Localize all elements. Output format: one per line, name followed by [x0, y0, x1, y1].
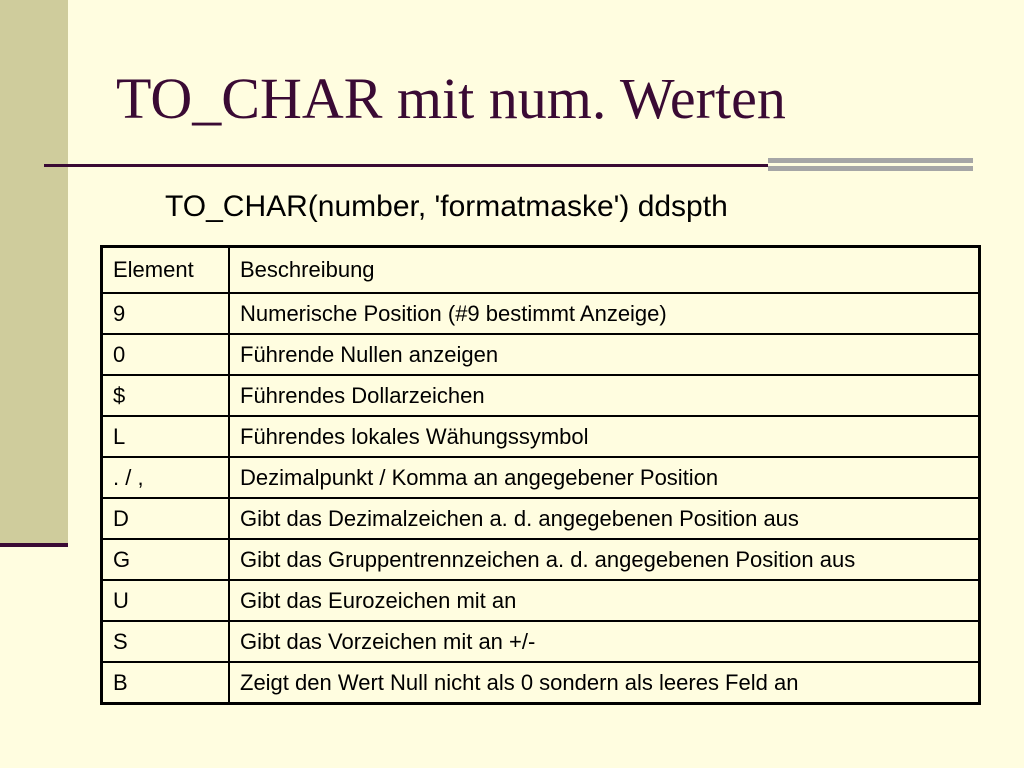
- accent-stripe: [768, 166, 973, 171]
- left-band-rule: [0, 543, 68, 547]
- table-row: [102, 662, 980, 704]
- cell-description: Zeigt den Wert Null nicht als 0 sondern als leeres Feld an: [229, 662, 980, 704]
- table-row: [102, 375, 980, 416]
- cell-description: Gibt das Gruppentrennzeichen a. d. angegebenen Position aus: [229, 539, 980, 580]
- cell-description: Numerische Position (#9 bestimmt Anzeige): [229, 293, 980, 334]
- cell-description: Dezimalpunkt / Komma an angegebener Position: [229, 457, 980, 498]
- cell-description: Gibt das Dezimalzeichen a. d. angegebenen Position aus: [229, 498, 980, 539]
- cell-description: Gibt das Eurozeichen mit an: [229, 580, 980, 621]
- cell-element: S: [102, 621, 230, 662]
- cell-description: Führende Nullen anzeigen: [229, 334, 980, 375]
- table-row: [102, 539, 980, 580]
- left-decorative-band: [0, 0, 68, 545]
- table-row: [102, 621, 980, 662]
- format-elements-table: [100, 245, 981, 705]
- cell-element: L: [102, 416, 230, 457]
- cell-element: $: [102, 375, 230, 416]
- cell-element: . / ,: [102, 457, 230, 498]
- table-row: [102, 498, 980, 539]
- table-row: [102, 580, 980, 621]
- cell-element: D: [102, 498, 230, 539]
- table-row: [102, 457, 980, 498]
- cell-element: G: [102, 539, 230, 580]
- header-cell-element: Element: [102, 247, 230, 294]
- cell-description: Führendes lokales Wähungssymbol: [229, 416, 980, 457]
- table-row: [102, 416, 980, 457]
- title-divider-accent: [768, 158, 973, 180]
- cell-element: 9: [102, 293, 230, 334]
- slide-title: TO_CHAR mit num. Werten: [116, 66, 786, 131]
- table-header-row: [102, 247, 980, 294]
- accent-stripe: [768, 158, 973, 163]
- cell-element: 0: [102, 334, 230, 375]
- table-row: [102, 334, 980, 375]
- title-divider: [44, 164, 768, 167]
- cell-element: U: [102, 580, 230, 621]
- cell-description: Gibt das Vorzeichen mit an +/-: [229, 621, 980, 662]
- table-row: [102, 293, 980, 334]
- syntax-subtitle: TO_CHAR(number, 'formatmaske') ddspth: [165, 190, 728, 223]
- cell-element: B: [102, 662, 230, 704]
- header-cell-description: Beschreibung: [229, 247, 980, 294]
- cell-description: Führendes Dollarzeichen: [229, 375, 980, 416]
